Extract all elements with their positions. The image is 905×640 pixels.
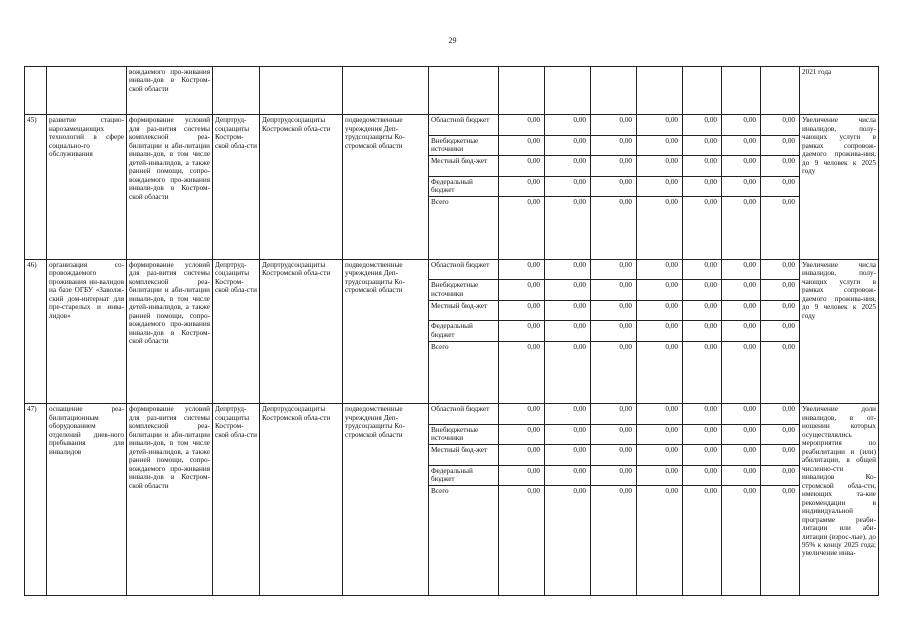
cell-value: 0,00	[591, 465, 637, 486]
cell-value: 0,00	[683, 156, 722, 177]
cell-name: организация со-провождаемого проживания ин-валидов на базе ОГБУ «Заволж-ский дом-интернат для пре-старелых и инва-лидов»	[47, 259, 127, 404]
cell-value: 0,00	[722, 300, 761, 321]
cell-num	[25, 67, 47, 115]
cell-value: 0,00	[499, 197, 545, 260]
cell-value: 0,00	[761, 486, 800, 596]
cell-value: 0,00	[637, 404, 683, 425]
program-table	[24, 66, 879, 596]
cell-value: 0,00	[545, 341, 591, 404]
cell-num: 46)	[25, 259, 47, 404]
cell-value: 0,00	[591, 424, 637, 445]
cell-value: 0,00	[722, 259, 761, 280]
cell-source: Местный бюд-жет	[429, 300, 499, 321]
cell-executor: Депртруд-соцзащиты Костром-ской обла-сти	[213, 115, 260, 260]
cell-value: 0,00	[722, 156, 761, 177]
cell-value: 0,00	[637, 486, 683, 596]
cell-value: 0,00	[499, 341, 545, 404]
cell-value: 0,00	[637, 197, 683, 260]
cell-source: Внебюджетные источники	[429, 424, 499, 445]
cell-value: 0,00	[545, 424, 591, 445]
cell-value: 0,00	[637, 259, 683, 280]
cell-participants: подведомственные учреждения Деп-трудсоцзащиты Ко-стромской области	[343, 115, 429, 260]
cell-value: 0,00	[591, 259, 637, 280]
cell-value: 0,00	[545, 280, 591, 301]
cell-value: 0,00	[545, 135, 591, 156]
cell-value: 0,00	[761, 135, 800, 156]
cell-value: 0,00	[637, 156, 683, 177]
cell-participants	[343, 67, 429, 115]
cell-value: 0,00	[499, 445, 545, 466]
cell-value: 0,00	[499, 135, 545, 156]
cell-value: 0,00	[637, 135, 683, 156]
cell-value: 0,00	[683, 176, 722, 197]
cell-value: 0,00	[499, 156, 545, 177]
cell-source: Местный бюд-жет	[429, 445, 499, 466]
cell-value: 0,00	[761, 465, 800, 486]
cell-value: 0,00	[761, 176, 800, 197]
cell-value: 0,00	[722, 176, 761, 197]
cell-source: Местный бюд-жет	[429, 156, 499, 177]
cell-name	[47, 67, 127, 115]
cell-value	[545, 67, 591, 115]
cell-value	[722, 67, 761, 115]
cell-value: 0,00	[499, 176, 545, 197]
cell-value: 0,00	[761, 424, 800, 445]
table-row-continued	[25, 67, 879, 115]
cell-source: Областной бюджет	[429, 404, 499, 425]
cell-value: 0,00	[722, 341, 761, 404]
cell-value: 0,00	[683, 115, 722, 136]
cell-value: 0,00	[683, 135, 722, 156]
cell-value: 0,00	[545, 465, 591, 486]
cell-value: 0,00	[545, 115, 591, 136]
cell-value: 0,00	[591, 135, 637, 156]
cell-value: 0,00	[545, 176, 591, 197]
cell-value: 0,00	[499, 424, 545, 445]
cell-source: Всего	[429, 486, 499, 596]
cell-value	[761, 67, 800, 115]
cell-value: 0,00	[637, 341, 683, 404]
cell-source: Областной бюджет	[429, 115, 499, 136]
cell-result: Увеличение числа инвалидов, полу-чающих услуги в рамках сопровож-даемого прожива-ния, до 9 человек к 2025 году	[800, 259, 879, 404]
cell-value: 0,00	[761, 404, 800, 425]
cell-value: 0,00	[545, 486, 591, 596]
cell-value: 0,00	[683, 197, 722, 260]
cell-value: 0,00	[499, 486, 545, 596]
cell-value: 0,00	[722, 445, 761, 466]
cell-value: 0,00	[683, 424, 722, 445]
cell-value: 0,00	[722, 115, 761, 136]
cell-value: 0,00	[722, 197, 761, 260]
cell-value: 0,00	[683, 465, 722, 486]
cell-value: 0,00	[722, 424, 761, 445]
cell-coexecutor	[260, 67, 343, 115]
cell-value: 0,00	[683, 341, 722, 404]
cell-result: Увеличение доли инвалидов, в от-ношении которых осуществлялись мероприятия по реабилитации и (или) абилитации, в общей численно-сти инвалидов Ко-стромской обла-сти, имеющих та-кие рекомендации в индивидуальной программе реаби-литации или аби-литации (взрос-лые), до 95% к концу 2025 года; увеличение инва-	[800, 404, 879, 596]
cell-value: 0,00	[545, 259, 591, 280]
cell-value: 0,00	[722, 486, 761, 596]
cell-value: 0,00	[683, 300, 722, 321]
cell-action: формирование условий для раз-вития системы комплексной реа-билитации и аби-литации инвали-дов, в том числе детей-инвалидов, а также ранней помощи, сопро-вождаемого про-живания инвали-дов в Костром-ской области	[127, 404, 213, 596]
cell-value: 0,00	[545, 445, 591, 466]
cell-value: 0,00	[683, 445, 722, 466]
cell-value: 0,00	[761, 259, 800, 280]
table-row	[25, 404, 879, 425]
cell-source: Внебюджетные источники	[429, 280, 499, 301]
cell-value: 0,00	[683, 259, 722, 280]
cell-value: 0,00	[722, 465, 761, 486]
cell-num: 47)	[25, 404, 47, 596]
cell-value: 0,00	[499, 404, 545, 425]
cell-value	[591, 67, 637, 115]
cell-action: формирование условий для раз-вития системы комплексной реа-билитации и аби-литации инвали-дов, в том числе детей-инвалидов, а также ранней помощи, сопро-вождаемого про-живания инвали-дов в Костром-ской области	[127, 259, 213, 404]
cell-name: оснащение реа-билитационным оборудованием отделений днев-ного пребывания для инвалидов	[47, 404, 127, 596]
cell-source: Всего	[429, 341, 499, 404]
cell-value: 0,00	[683, 280, 722, 301]
cell-coexecutor: Депртрудсоцзащиты Костромской обла-сти	[260, 404, 343, 596]
cell-source: Всего	[429, 197, 499, 260]
cell-source: Федеральный бюджет	[429, 176, 499, 197]
cell-executor: Депртруд-соцзащиты Костром-ской обла-сти	[213, 404, 260, 596]
cell-source: Федеральный бюджет	[429, 465, 499, 486]
cell-value: 0,00	[545, 404, 591, 425]
cell-value: 0,00	[683, 486, 722, 596]
cell-value: 0,00	[722, 135, 761, 156]
table-row	[25, 259, 879, 280]
cell-value: 0,00	[545, 300, 591, 321]
cell-value: 0,00	[591, 197, 637, 260]
cell-value: 0,00	[637, 300, 683, 321]
cell-result: 2021 года	[800, 67, 879, 115]
cell-value: 0,00	[637, 280, 683, 301]
cell-value: 0,00	[637, 321, 683, 342]
cell-value: 0,00	[722, 321, 761, 342]
cell-value: 0,00	[637, 424, 683, 445]
cell-value: 0,00	[499, 300, 545, 321]
cell-value: 0,00	[761, 341, 800, 404]
cell-action: формирование условий для раз-вития системы комплексной реа-билитации и аби-литации инвали-дов, в том числе детей-инвалидов, а также ранней помощи, сопро-вождаемого про-живания инвали-дов в Костром-ской области	[127, 115, 213, 260]
cell-value: 0,00	[683, 321, 722, 342]
cell-value: 0,00	[591, 300, 637, 321]
cell-value: 0,00	[499, 280, 545, 301]
cell-value: 0,00	[761, 445, 800, 466]
cell-value: 0,00	[591, 404, 637, 425]
cell-value: 0,00	[499, 259, 545, 280]
cell-action: вождаемого про-живания инвали-дов в Костром-ской области	[127, 67, 213, 115]
cell-value: 0,00	[591, 280, 637, 301]
cell-value: 0,00	[683, 404, 722, 425]
cell-executor: Депртруд-соцзащиты Костром-ской обла-сти	[213, 259, 260, 404]
cell-value	[637, 67, 683, 115]
cell-value: 0,00	[499, 321, 545, 342]
cell-source	[429, 67, 499, 115]
cell-value: 0,00	[591, 115, 637, 136]
cell-name: развитие стацио-нарозамещающих технологий в сфере социально-го обслуживания	[47, 115, 127, 260]
cell-value: 0,00	[591, 321, 637, 342]
cell-value: 0,00	[591, 176, 637, 197]
cell-executor	[213, 67, 260, 115]
cell-source: Областной бюджет	[429, 259, 499, 280]
table-row	[25, 115, 879, 136]
cell-value: 0,00	[545, 321, 591, 342]
cell-value: 0,00	[761, 115, 800, 136]
page-number: 29	[448, 36, 457, 45]
cell-value: 0,00	[591, 445, 637, 466]
cell-source: Федеральный бюджет	[429, 321, 499, 342]
cell-result: Увеличение числа инвалидов, полу-чающих услуги в рамках сопровож-даемого прожива-ния, до 9 человек к 2025 году	[800, 115, 879, 260]
cell-value: 0,00	[637, 115, 683, 136]
cell-value	[499, 67, 545, 115]
cell-value: 0,00	[591, 486, 637, 596]
cell-value: 0,00	[761, 280, 800, 301]
cell-value: 0,00	[637, 465, 683, 486]
cell-value: 0,00	[722, 280, 761, 301]
cell-participants: подведомственные учреждения Деп-трудсоцзащиты Ко-стромской области	[343, 404, 429, 596]
cell-value: 0,00	[761, 156, 800, 177]
cell-participants: подведомственные учреждения Деп-трудсоцзащиты Ко-стромской области	[343, 259, 429, 404]
cell-value: 0,00	[761, 321, 800, 342]
cell-num: 45)	[25, 115, 47, 260]
cell-value: 0,00	[637, 176, 683, 197]
cell-value: 0,00	[761, 300, 800, 321]
cell-value: 0,00	[499, 115, 545, 136]
cell-coexecutor: Депртрудсоцзащиты Костромской обла-сти	[260, 115, 343, 260]
cell-value	[683, 67, 722, 115]
cell-value: 0,00	[761, 197, 800, 260]
cell-coexecutor: Депртрудсоцзащиты Костромской обла-сти	[260, 259, 343, 404]
cell-value: 0,00	[637, 445, 683, 466]
cell-value: 0,00	[545, 156, 591, 177]
cell-value: 0,00	[499, 465, 545, 486]
cell-value: 0,00	[545, 197, 591, 260]
table-body	[25, 67, 879, 596]
cell-value: 0,00	[591, 341, 637, 404]
cell-source: Внебюджетные источники	[429, 135, 499, 156]
cell-value: 0,00	[722, 404, 761, 425]
cell-value: 0,00	[591, 156, 637, 177]
